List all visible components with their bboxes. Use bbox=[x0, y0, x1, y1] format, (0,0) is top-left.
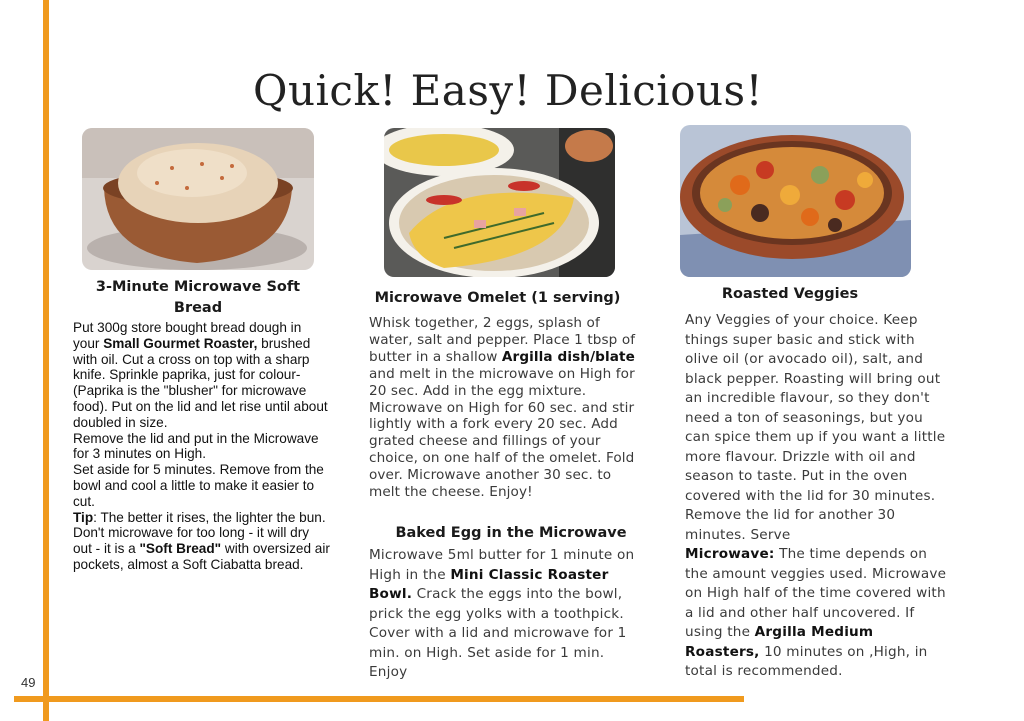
bread-recipe-text: Put 300g store bought bread dough in your Small Gourmet Roaster, brushed with oil. Cut a cross on top with a sharp knife. Sprinkle paprika, just for colour- (Paprika is the "blusher" for microwave food). Put on the lid and let rise until about doubled in size. Remove the lid and put in the Microwave for 3 minutes on High. Set aside for 5 minutes. Remove from the bowl and cool a little to make it easier to cut. Tip: The better it rises, the lighter the bun. Don't microwave for too long - it will dry out - it is a "Soft Bread" with oversized air pockets, almost a Soft Ciabatta bread. bbox=[73, 320, 330, 572]
veggies-heading: Roasted Veggies bbox=[721, 286, 859, 302]
accent-horizontal-bar bbox=[14, 696, 744, 702]
omelet-heading: Microwave Omelet (1 serving) bbox=[374, 290, 621, 306]
omelet-photo bbox=[384, 128, 615, 277]
bread-heading: 3-Minute Microwave Soft Bread bbox=[95, 279, 301, 316]
omelet-recipe-text: Whisk together, 2 eggs, splash of water, salt and pepper. Place 1 tbsp of butter in a shallow Argilla dish/blate and melt in the microwave on High for 20 sec. Add in the egg mixture. Microwave on High for 60 sec. and stir lightly with a fork every 20 sec. Add grated cheese and fillings of your choice, on one half of the omelet. Fold over. Microwave another 30 sec. to melt the cheese. Enjoy! bbox=[369, 315, 636, 501]
roasted-veggies-photo bbox=[680, 125, 911, 277]
baked-egg-recipe-text: Microwave 5ml butter for 1 minute on High in the Mini Classic Roaster Bowl. Crack the eggs into the bowl, prick the egg yolks with a toothpick. Cover with a lid and microwave for 1 min. on High. Set aside for 1 min. Enjoy bbox=[369, 547, 635, 680]
veggies-recipe-text: Any Veggies of your choice. Keep things super basic and stick with olive oil (or avocado oil), salt, and black pepper. Roasting will bring out an incredible flavour, so they don't need a ton of seasonings, but you can spice them up if you want a little more flavour. Drizzle with oil and season to taste. Put in the oven covered with the lid for 30 minutes. Remove the lid for another 30 minutes. Serve Microwave: The time depends on the amount veggies used. Microwave on High half of the time covered with a lid and other half uncovered. If using the Argilla Medium Roasters, 10 minutes on ,High, in total is recommended. bbox=[685, 312, 947, 679]
bread-photo bbox=[82, 128, 314, 270]
page-title: Quick! Easy! Delicious! bbox=[253, 66, 763, 115]
page-number: 49 bbox=[21, 675, 36, 690]
baked-egg-heading: Baked Egg in the Microwave bbox=[395, 525, 627, 541]
